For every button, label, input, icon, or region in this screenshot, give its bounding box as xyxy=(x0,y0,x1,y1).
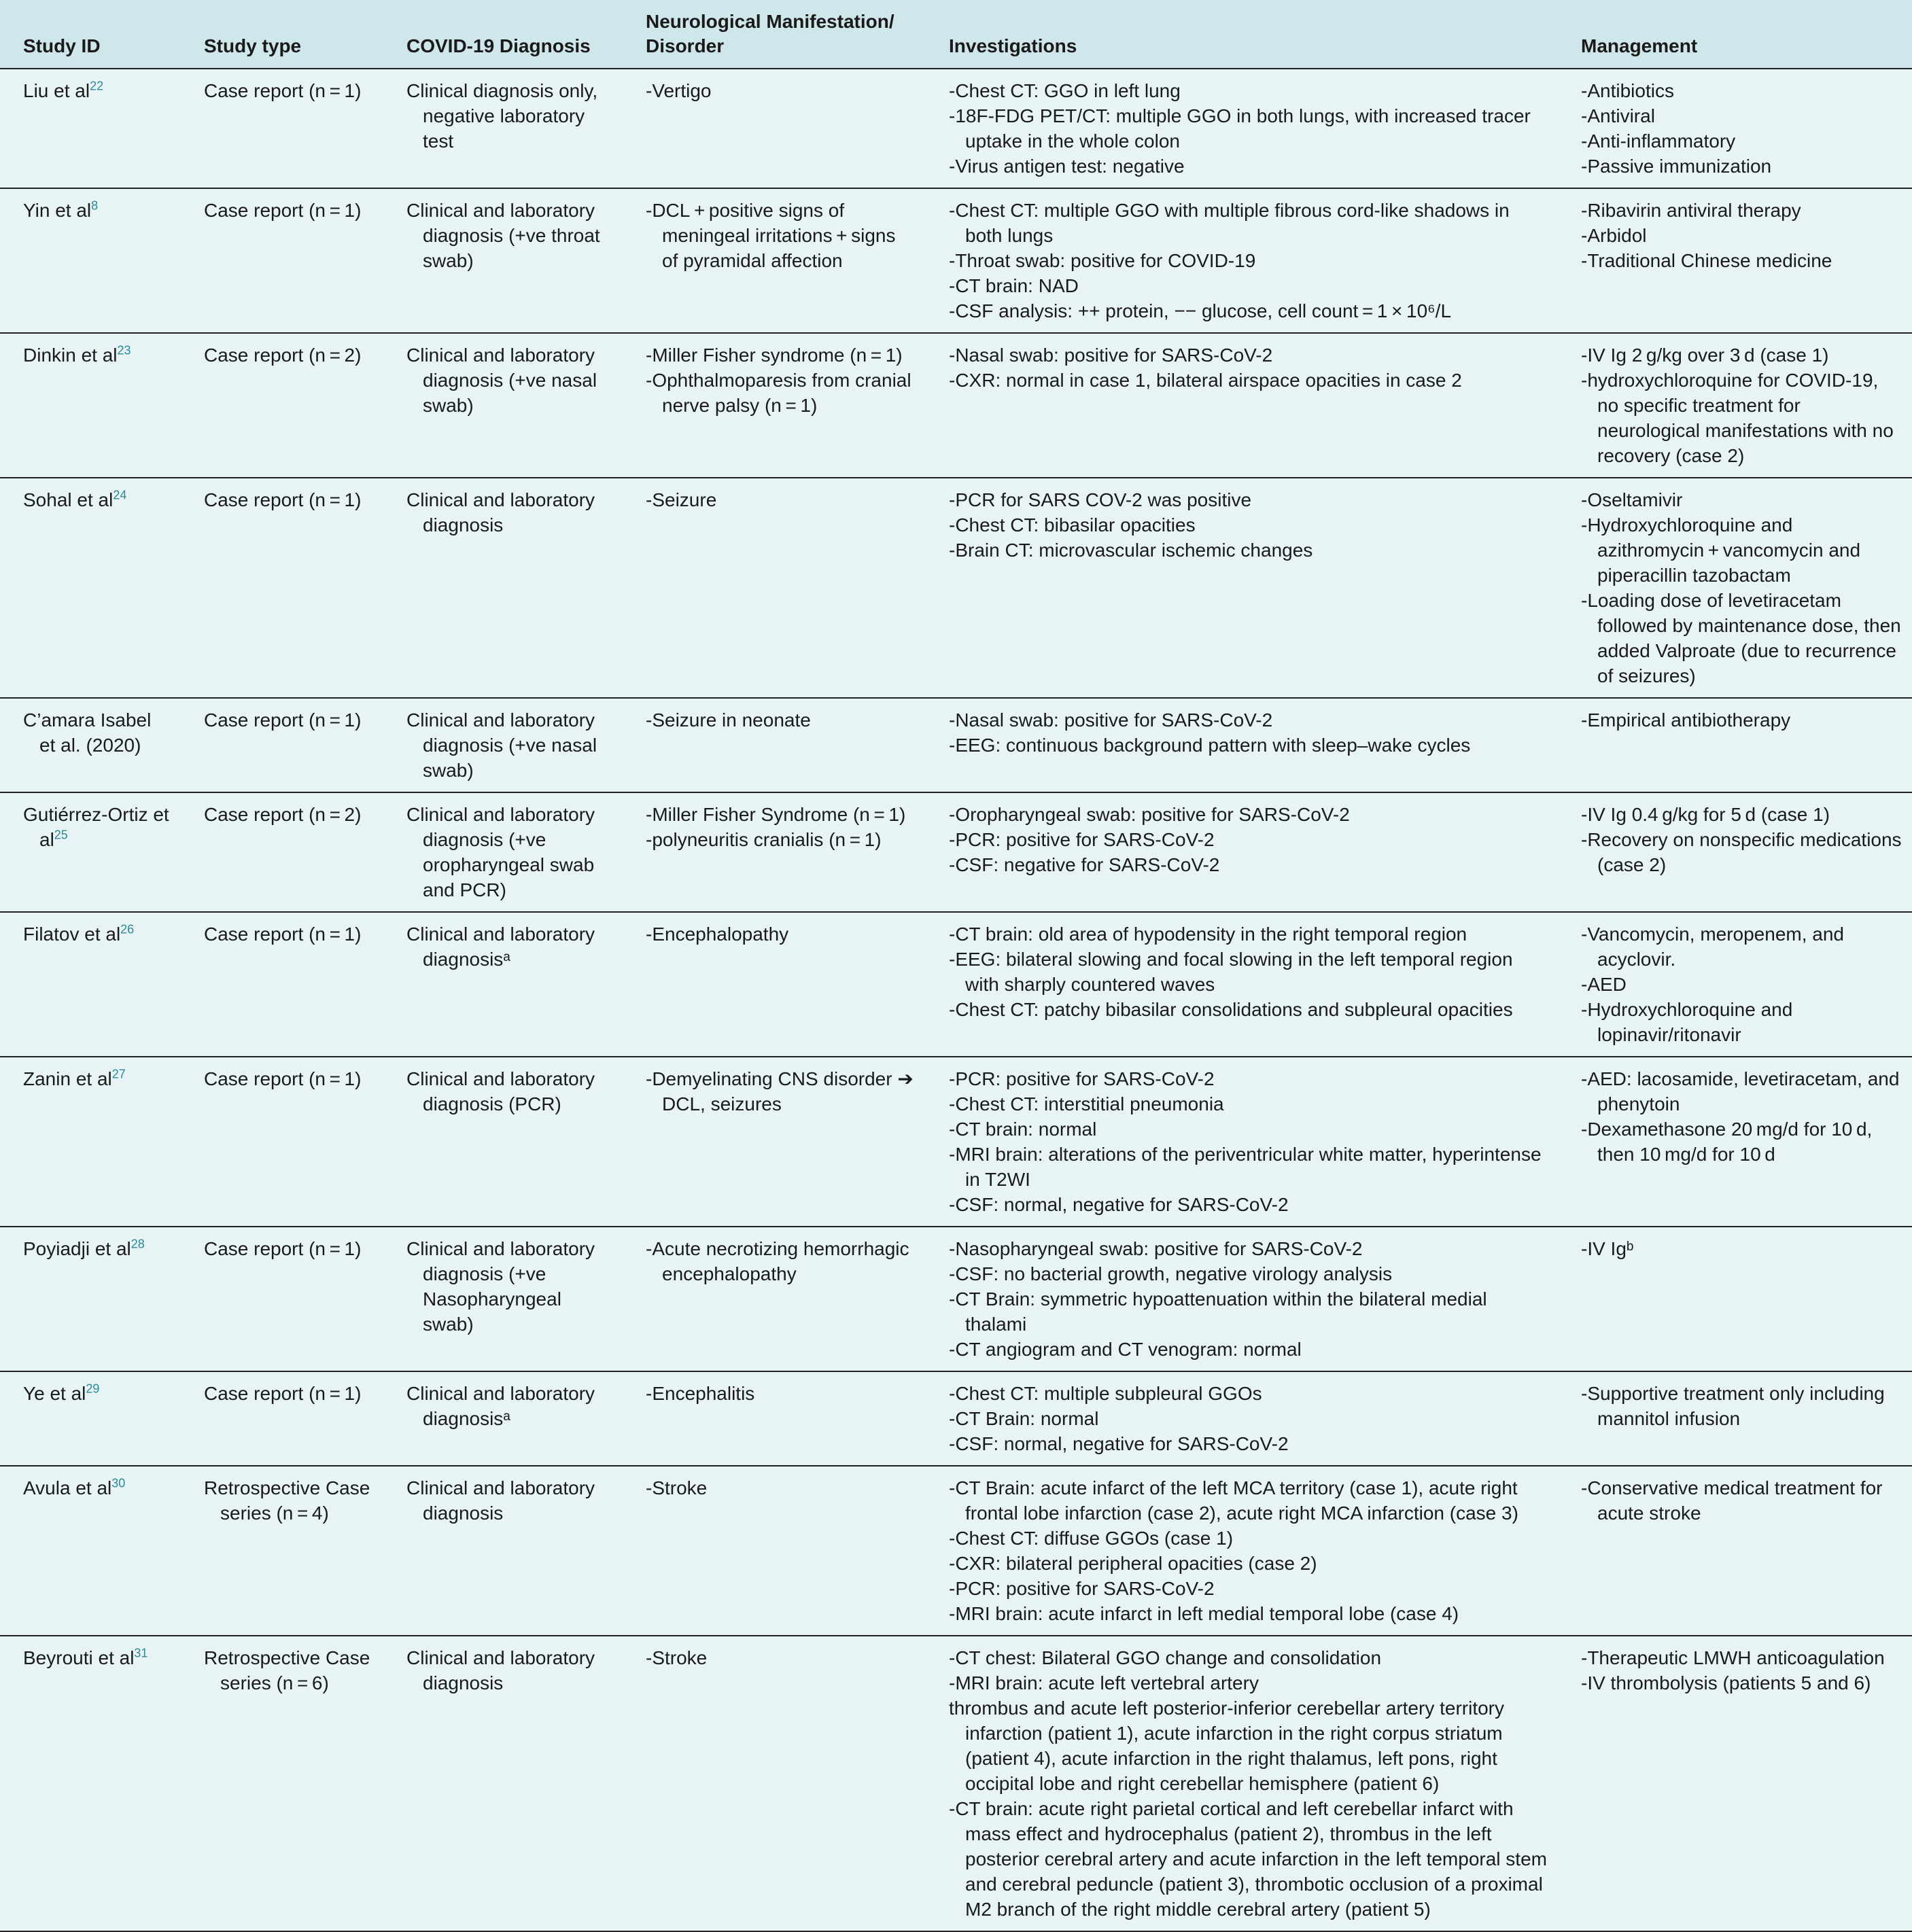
management-line: -Hydroxychloroquine and azithromycin + vancomycin and piperacillin tazobactam xyxy=(1581,514,1861,586)
study-id-line xyxy=(23,1645,171,1670)
investigations-cell xyxy=(926,1466,1558,1636)
study-id-line xyxy=(23,802,171,852)
table-row xyxy=(0,1636,1912,1931)
investigations-line: -CT Brain: acute infarct of the left MCA territory (case 1), acute right frontal lobe infarction (case 2), acute right MCA infarction (case 3) xyxy=(949,1477,1518,1524)
study-id-line xyxy=(23,343,171,368)
table-row xyxy=(0,478,1912,698)
management-cell xyxy=(1558,333,1912,478)
study-type-cell xyxy=(181,1466,383,1636)
study-id-text: Ye et al xyxy=(23,1383,86,1404)
table-row xyxy=(0,912,1912,1057)
study-type-line: Case report (n = 1) xyxy=(204,1383,362,1404)
manifestation-line: -Demyelinating CNS disorder ➔ DCL, seizures xyxy=(646,1068,914,1114)
management-line: -Ribavirin antiviral therapy xyxy=(1581,200,1801,221)
reference-number[interactable]: 29 xyxy=(86,1382,100,1396)
study-id-line xyxy=(23,198,171,223)
study-type-cell xyxy=(181,698,383,792)
reference-number[interactable]: 30 xyxy=(111,1476,126,1490)
study-id-text: Dinkin et al xyxy=(23,345,118,366)
study-id-text: Gutiérrez-Ortiz et al xyxy=(23,804,169,850)
diagnosis-line: Clinical and laboratory diagnosis (+ve oropharyngeal swab and PCR) xyxy=(406,804,595,900)
investigations-line: -CT brain: old area of hypodensity in the right temporal region xyxy=(949,924,1467,945)
investigations-line: thrombus and acute left posterior-inferior cerebellar artery territory infarction (patient 1), acute infarction in the right corpus striatum (patient 4), acute infarction in the right thalamus, left pons, right occipital lobe and right cerebellar hemisphere (patient 6) xyxy=(949,1698,1505,1794)
study-id-text: Zanin et al xyxy=(23,1068,112,1089)
reference-number[interactable]: 25 xyxy=(54,828,68,842)
management-cell xyxy=(1558,1057,1912,1227)
diagnosis-cell xyxy=(383,333,623,478)
management-line: -IV Igᵇ xyxy=(1581,1238,1634,1259)
investigations-cell xyxy=(926,69,1558,188)
investigations-line: -Chest CT: GGO in left lung xyxy=(949,80,1181,101)
study-id-cell xyxy=(0,1466,181,1636)
diagnosis-cell xyxy=(383,792,623,912)
study-id-text: Filatov et al xyxy=(23,924,121,945)
study-id-cell xyxy=(0,69,181,188)
manifestation-cell xyxy=(623,1466,926,1636)
study-id-line xyxy=(23,1381,171,1406)
manifestation-cell xyxy=(623,188,926,333)
study-id-line xyxy=(23,707,171,758)
diagnosis-cell xyxy=(383,1466,623,1636)
management-line: -Recovery on nonspecific medications (case 2) xyxy=(1581,829,1902,875)
table-row xyxy=(0,698,1912,792)
investigations-line: -Chest CT: diffuse GGOs (case 1) xyxy=(949,1528,1234,1549)
study-type-line: Retrospective Case series (n = 6) xyxy=(204,1647,370,1693)
manifestation-line: -Ophthalmoparesis from cranial nerve palsy (n = 1) xyxy=(646,370,911,416)
investigations-line: -PCR for SARS COV-2 was positive xyxy=(949,489,1252,510)
table-row xyxy=(0,69,1912,188)
study-id-cell xyxy=(0,333,181,478)
study-type-line: Case report (n = 1) xyxy=(204,924,362,945)
investigations-line: -CT chest: Bilateral GGO change and consolidation xyxy=(949,1647,1382,1668)
study-id-text: Liu et al xyxy=(23,80,90,101)
diagnosis-line: Clinical and laboratory diagnosis (+ve nasal swab) xyxy=(406,345,597,416)
management-line: -Dexamethasone 20 mg/d for 10 d, then 10 mg/d for 10 d xyxy=(1581,1119,1873,1165)
manifestation-line: -polyneuritis cranialis (n = 1) xyxy=(646,829,882,850)
diagnosis-line: Clinical and laboratory diagnosis (PCR) xyxy=(406,1068,595,1114)
investigations-line: -PCR: positive for SARS-CoV-2 xyxy=(949,829,1215,850)
header-study-id: Study ID xyxy=(0,0,181,69)
management-cell xyxy=(1558,1466,1912,1636)
table-row xyxy=(0,1466,1912,1636)
management-line: -AED: lacosamide, levetiracetam, and phenytoin xyxy=(1581,1068,1900,1114)
study-id-cell xyxy=(0,792,181,912)
study-id-cell xyxy=(0,1227,181,1371)
diagnosis-cell xyxy=(383,1227,623,1371)
investigations-line: -CT brain: acute right parietal cortical and left cerebellar infarct with mass effect and hydrocephalus (patient 2), thrombus in the left posterior cerebral artery and acute infarction in the left temporal stem and cerebral peduncle (patient 3), thrombotic occlusion of a proximal M2 branch of the right middle cerebral artery (patient 5) xyxy=(949,1798,1547,1920)
reference-number[interactable]: 26 xyxy=(120,922,135,936)
study-type-cell xyxy=(181,912,383,1057)
investigations-line: -CXR: bilateral peripheral opacities (case 2) xyxy=(949,1553,1317,1574)
diagnosis-cell xyxy=(383,188,623,333)
study-type-cell xyxy=(181,1227,383,1371)
management-cell xyxy=(1558,912,1912,1057)
diagnosis-line: Clinical diagnosis only, negative laboratory test xyxy=(406,80,598,152)
manifestation-cell xyxy=(623,69,926,188)
study-id-text: Poyiadji et al xyxy=(23,1238,131,1259)
study-type-line: Case report (n = 2) xyxy=(204,345,362,366)
diagnosis-cell xyxy=(383,1057,623,1227)
header-neurological-manifestation: Neurological Manifestation/ Disorder xyxy=(623,0,926,69)
study-type-cell xyxy=(181,1636,383,1931)
investigations-cell xyxy=(926,792,1558,912)
study-id-text: Beyrouti et al xyxy=(23,1647,135,1668)
investigations-line: -Virus antigen test: negative xyxy=(949,156,1185,177)
investigations-cell xyxy=(926,698,1558,792)
management-line: -IV Ig 0.4 g/kg for 5 d (case 1) xyxy=(1581,804,1830,825)
study-type-line: Case report (n = 1) xyxy=(204,1238,362,1259)
study-id-line xyxy=(23,1066,171,1091)
diagnosis-cell xyxy=(383,698,623,792)
manifestation-line: -Stroke xyxy=(646,1647,708,1668)
study-type-cell xyxy=(181,792,383,912)
reference-number[interactable]: 24 xyxy=(113,488,127,502)
investigations-line: -Chest CT: multiple subpleural GGOs xyxy=(949,1383,1262,1404)
management-line: -Empirical antibiotherapy xyxy=(1581,709,1791,731)
management-cell xyxy=(1558,1636,1912,1931)
investigations-line: -Nasal swab: positive for SARS-CoV-2 xyxy=(949,709,1273,731)
study-type-line: Case report (n = 1) xyxy=(204,1068,362,1089)
study-id-text: Sohal et al xyxy=(23,489,114,510)
diagnosis-cell xyxy=(383,1371,623,1466)
diagnosis-line: Clinical and laboratory diagnosis xyxy=(406,1477,595,1524)
manifestation-line: -Encephalopathy xyxy=(646,924,789,945)
investigations-cell xyxy=(926,1371,1558,1466)
investigations-cell xyxy=(926,1227,1558,1371)
management-line: -Anti-inflammatory xyxy=(1581,130,1736,152)
manifestation-cell xyxy=(623,1227,926,1371)
management-line: -Passive immunization xyxy=(1581,156,1772,177)
diagnosis-line: Clinical and laboratory diagnosis xyxy=(406,489,595,535)
study-id-cell xyxy=(0,1057,181,1227)
management-cell xyxy=(1558,188,1912,333)
investigations-cell xyxy=(926,478,1558,698)
investigations-line: -CSF: normal, negative for SARS-CoV-2 xyxy=(949,1194,1289,1215)
manifestation-line: -DCL + positive signs of meningeal irritations + signs of pyramidal affection xyxy=(646,200,896,271)
table-row xyxy=(0,1057,1912,1227)
diagnosis-line: Clinical and laboratory diagnosisᵃ xyxy=(406,924,595,970)
investigations-cell xyxy=(926,1636,1558,1931)
study-type-cell xyxy=(181,188,383,333)
investigations-line: -Chest CT: patchy bibasilar consolidations and subpleural opacities xyxy=(949,999,1513,1020)
manifestation-cell xyxy=(623,333,926,478)
table-row xyxy=(0,1227,1912,1371)
investigations-line: -Nasopharyngeal swab: positive for SARS-CoV-2 xyxy=(949,1238,1363,1259)
management-line: -Conservative medical treatment for acute stroke xyxy=(1581,1477,1883,1524)
investigations-cell xyxy=(926,333,1558,478)
investigations-line: -Chest CT: interstitial pneumonia xyxy=(949,1093,1224,1114)
study-id-cell xyxy=(0,912,181,1057)
study-id-cell xyxy=(0,1371,181,1466)
study-id-text: Avula et al xyxy=(23,1477,112,1498)
table-row xyxy=(0,188,1912,333)
diagnosis-cell xyxy=(383,478,623,698)
management-line: -IV Ig 2 g/kg over 3 d (case 1) xyxy=(1581,345,1829,366)
investigations-line: -PCR: positive for SARS-CoV-2 xyxy=(949,1578,1215,1599)
header-study-type: Study type xyxy=(181,0,383,69)
manifestation-line: -Seizure xyxy=(646,489,717,510)
investigations-line: -Chest CT: bibasilar opacities xyxy=(949,514,1196,535)
study-type-cell xyxy=(181,1057,383,1227)
investigations-line: -EEG: continuous background pattern with sleep–wake cycles xyxy=(949,735,1471,756)
manifestation-cell xyxy=(623,792,926,912)
reference-number[interactable]: 8 xyxy=(91,198,99,213)
study-id-text: Yin et al xyxy=(23,200,92,221)
study-type-line: Case report (n = 2) xyxy=(204,804,362,825)
investigations-line: -MRI brain: alterations of the periventricular white matter, hyperintense in T2WI xyxy=(949,1144,1542,1190)
study-id-line xyxy=(23,487,171,512)
header-investigations: Investigations xyxy=(926,0,1558,69)
study-id-cell xyxy=(0,698,181,792)
investigations-line: -Brain CT: microvascular ischemic changes xyxy=(949,540,1313,561)
investigations-cell xyxy=(926,912,1558,1057)
investigations-line: -CT angiogram and CT venogram: normal xyxy=(949,1339,1302,1360)
study-id-line xyxy=(23,1236,171,1261)
management-line: -Supportive treatment only including mannitol infusion xyxy=(1581,1383,1885,1429)
investigations-cell xyxy=(926,1057,1558,1227)
management-cell xyxy=(1558,1227,1912,1371)
manifestation-cell xyxy=(623,478,926,698)
management-line: -Therapeutic LMWH anticoagulation xyxy=(1581,1647,1885,1668)
management-line: -hydroxychloroquine for COVID-19, no specific treatment for neurological manifestations with no recovery (case 2) xyxy=(1581,370,1894,466)
investigations-line: -Chest CT: multiple GGO with multiple fibrous cord-like shadows in both lungs xyxy=(949,200,1510,246)
management-line: -Oseltamivir xyxy=(1581,489,1683,510)
investigations-line: -CXR: normal in case 1, bilateral airspace opacities in case 2 xyxy=(949,370,1462,391)
diagnosis-cell xyxy=(383,912,623,1057)
management-cell xyxy=(1558,478,1912,698)
investigations-line: -CT brain: NAD xyxy=(949,275,1079,296)
study-type-line: Case report (n = 1) xyxy=(204,80,362,101)
study-id-text: C’amara Isabel et al. (2020) xyxy=(23,709,152,756)
manifestation-line: -Vertigo xyxy=(646,80,712,101)
manifestation-line: -Encephalitis xyxy=(646,1383,755,1404)
management-line: -IV thrombolysis (patients 5 and 6) xyxy=(1581,1672,1871,1693)
study-type-cell xyxy=(181,1371,383,1466)
table-row xyxy=(0,333,1912,478)
diagnosis-line: Clinical and laboratory diagnosis xyxy=(406,1647,595,1693)
header-row xyxy=(0,0,1912,69)
study-id-cell xyxy=(0,188,181,333)
reference-number[interactable]: 27 xyxy=(111,1067,126,1081)
study-type-cell xyxy=(181,69,383,188)
manifestation-line: -Acute necrotizing hemorrhagic encephalopathy xyxy=(646,1238,909,1284)
manifestation-line: -Miller Fisher syndrome (n = 1) xyxy=(646,345,903,366)
diagnosis-cell xyxy=(383,69,623,188)
investigations-line: -EEG: bilateral slowing and focal slowing in the left temporal region with sharply countered waves xyxy=(949,949,1513,995)
manifestation-cell xyxy=(623,1371,926,1466)
reference-number[interactable]: 23 xyxy=(117,343,131,357)
management-line: -Arbidol xyxy=(1581,225,1647,246)
investigations-line: -18F-FDG PET/CT: multiple GGO in both lungs, with increased tracer uptake in the whole colon xyxy=(949,105,1531,152)
investigations-line: -CSF: normal, negative for SARS-CoV-2 xyxy=(949,1433,1289,1454)
management-line: -Hydroxychloroquine and lopinavir/ritonavir xyxy=(1581,999,1793,1045)
diagnosis-line: Clinical and laboratory diagnosisᵃ xyxy=(406,1383,595,1429)
study-type-line: Case report (n = 1) xyxy=(204,200,362,221)
study-type-line: Case report (n = 1) xyxy=(204,489,362,510)
table-row xyxy=(0,1371,1912,1466)
diagnosis-line: Clinical and laboratory diagnosis (+ve throat swab) xyxy=(406,200,600,271)
study-type-cell xyxy=(181,478,383,698)
investigations-line: -MRI brain: acute infarct in left medial temporal lobe (case 4) xyxy=(949,1603,1459,1624)
management-cell xyxy=(1558,69,1912,188)
manifestation-cell xyxy=(623,698,926,792)
management-line: -Vancomycin, meropenem, and acyclovir. xyxy=(1581,924,1844,970)
table-body xyxy=(0,69,1912,1931)
table-row xyxy=(0,792,1912,912)
diagnosis-line: Clinical and laboratory diagnosis (+ve Nasopharyngeal swab) xyxy=(406,1238,595,1335)
investigations-line: -CT brain: normal xyxy=(949,1119,1097,1140)
management-cell xyxy=(1558,698,1912,792)
investigations-cell xyxy=(926,188,1558,333)
manifestation-line: -Stroke xyxy=(646,1477,708,1498)
management-line: -Antibiotics xyxy=(1581,80,1674,101)
investigations-line: -CSF analysis: ++ protein, −− glucose, cell count = 1 × 10⁶/L xyxy=(949,300,1452,321)
header-management: Management xyxy=(1558,0,1912,69)
investigations-line: -Throat swab: positive for COVID-19 xyxy=(949,250,1256,271)
manifestation-line: -Seizure in neonate xyxy=(646,709,811,731)
manifestation-cell xyxy=(623,912,926,1057)
study-type-cell xyxy=(181,333,383,478)
investigations-line: -Oropharyngeal swab: positive for SARS-CoV-2 xyxy=(949,804,1350,825)
study-id-cell xyxy=(0,478,181,698)
investigations-line: -Nasal swab: positive for SARS-CoV-2 xyxy=(949,345,1273,366)
study-type-line: Retrospective Case series (n = 4) xyxy=(204,1477,370,1524)
header-covid-diagnosis: COVID-19 Diagnosis xyxy=(383,0,623,69)
management-cell xyxy=(1558,1371,1912,1466)
investigations-line: -PCR: positive for SARS-CoV-2 xyxy=(949,1068,1215,1089)
table-header xyxy=(0,0,1912,69)
investigations-line: -CSF: negative for SARS-CoV-2 xyxy=(949,854,1220,875)
reference-number[interactable]: 28 xyxy=(131,1237,145,1251)
study-id-line xyxy=(23,921,171,947)
investigations-line: -CT Brain: normal xyxy=(949,1408,1099,1429)
management-line: -Antiviral xyxy=(1581,105,1655,126)
management-line: -Loading dose of levetiracetam followed by maintenance dose, then added Valproate (due to recurrence of seizures) xyxy=(1581,590,1901,686)
study-id-line xyxy=(23,78,171,103)
reference-number[interactable]: 22 xyxy=(90,79,104,93)
study-type-line: Case report (n = 1) xyxy=(204,709,362,731)
investigations-line: -MRI brain: acute left vertebral artery xyxy=(949,1672,1259,1693)
diagnosis-line: Clinical and laboratory diagnosis (+ve nasal swab) xyxy=(406,709,597,781)
manifestation-cell xyxy=(623,1057,926,1227)
management-line: -AED xyxy=(1581,974,1627,995)
management-cell xyxy=(1558,792,1912,912)
manifestation-line: -Miller Fisher Syndrome (n = 1) xyxy=(646,804,906,825)
manifestation-cell xyxy=(623,1636,926,1931)
investigations-line: -CT Brain: symmetric hypoattenuation within the bilateral medial thalami xyxy=(949,1288,1487,1335)
study-id-line xyxy=(23,1475,171,1500)
diagnosis-cell xyxy=(383,1636,623,1931)
reference-number[interactable]: 31 xyxy=(134,1646,148,1660)
study-id-cell xyxy=(0,1636,181,1931)
management-line: -Traditional Chinese medicine xyxy=(1581,250,1832,271)
investigations-line: -CSF: no bacterial growth, negative virology analysis xyxy=(949,1263,1393,1284)
